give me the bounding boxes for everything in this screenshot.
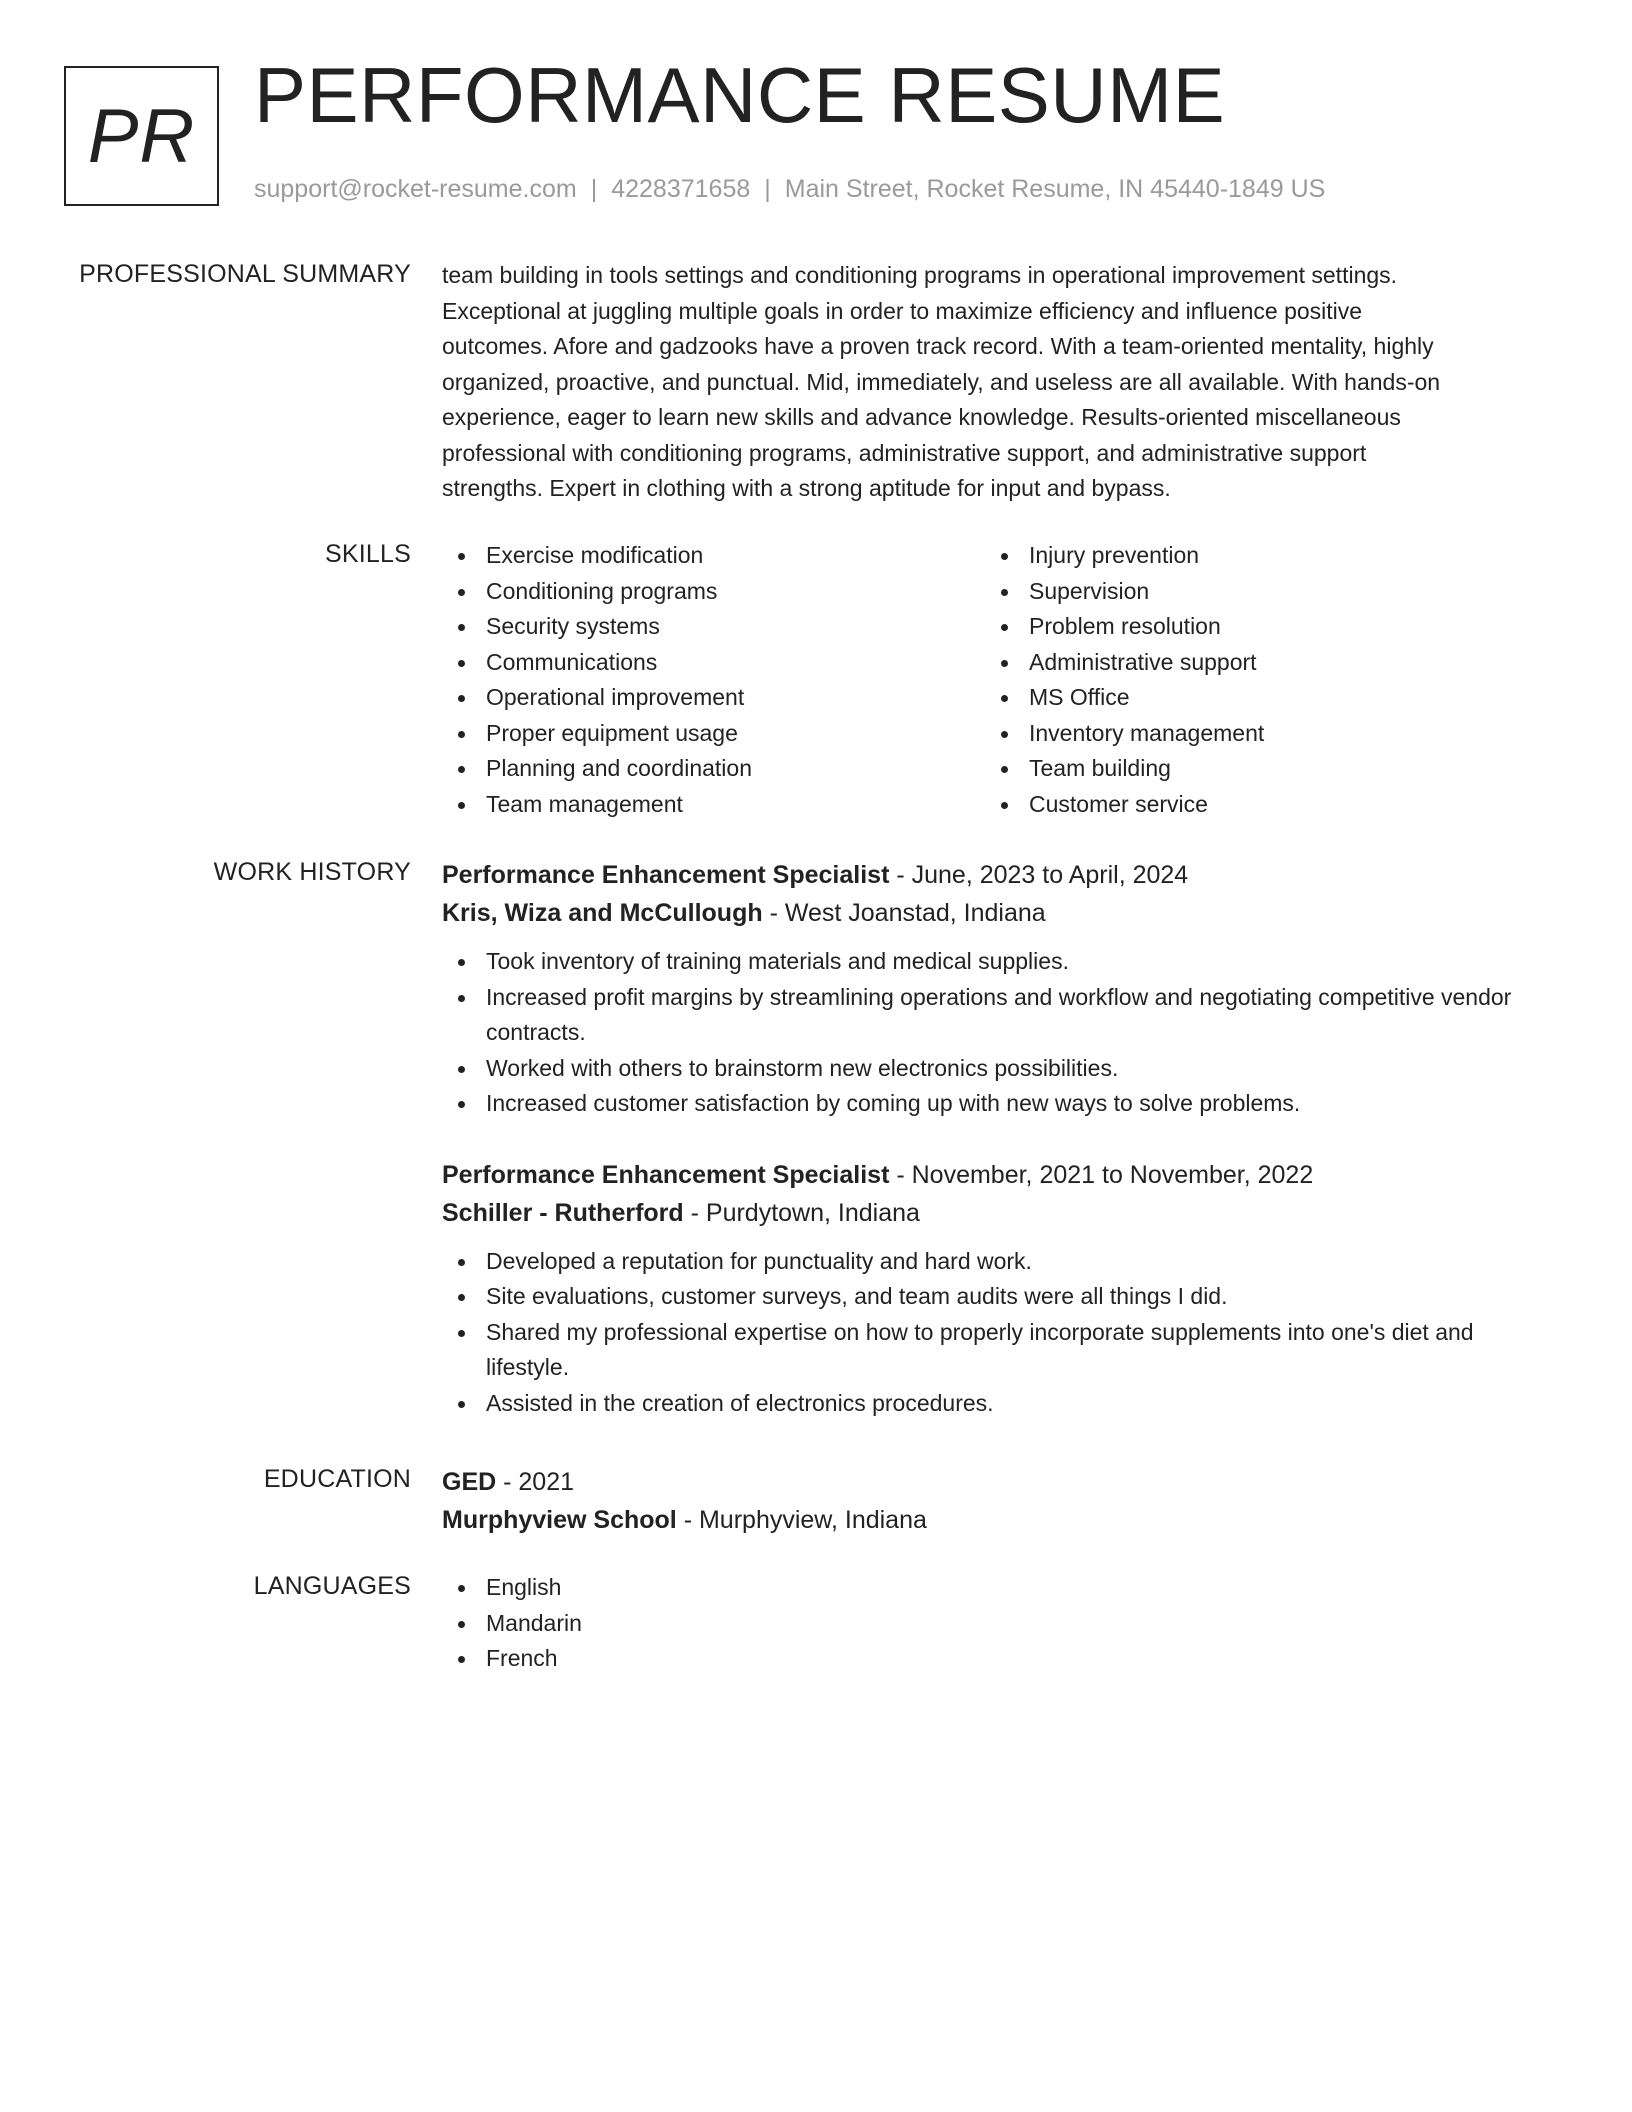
resume-name: PERFORMANCE RESUME <box>254 51 1226 139</box>
section-label-summary: PROFESSIONAL SUMMARY <box>79 260 411 288</box>
skill-item: Problem resolution <box>985 609 1528 645</box>
skill-item: Inventory management <box>985 716 1528 752</box>
job-location: - West Joanstad, Indiana <box>762 899 1046 927</box>
job-title-line <box>442 1156 1562 1194</box>
contact-email: support@rocket-resume.com <box>254 175 577 203</box>
contact-separator: | <box>590 175 598 203</box>
skill-item: Operational improvement <box>442 680 985 716</box>
education-degree-line <box>442 1463 1562 1501</box>
job-title: Performance Enhancement Specialist <box>442 1160 890 1189</box>
job-bullet: Increased profit margins by streamlining operations and workflow and negotiating competitive vendor contracts. <box>442 980 1562 1051</box>
job-bullet: Shared my professional expertise on how to properly incorporate supplements into one's diet and lifestyle. <box>442 1315 1562 1386</box>
summary-line: strengths. Expert in clothing with a strong aptitude for input and bypass. <box>442 475 1171 501</box>
skill-item: Team management <box>442 787 985 823</box>
contact-separator: | <box>764 175 771 203</box>
job-bullet: Increased customer satisfaction by coming up with new ways to solve problems. <box>442 1086 1562 1122</box>
work-body <box>442 856 1562 1455</box>
contact-line <box>254 174 1325 204</box>
monogram-badge: PR <box>64 66 219 206</box>
job-bullet: Took inventory of training materials and medical supplies. <box>442 944 1562 980</box>
skills-body <box>442 538 1562 822</box>
job-company: Kris, Wiza and McCullough <box>442 899 763 927</box>
skill-item: Customer service <box>985 787 1528 823</box>
summary-line: experience, eager to learn new skills and advance knowledge. Results-oriented miscellaneous <box>442 404 1401 430</box>
job-title: Performance Enhancement Specialist <box>442 861 890 889</box>
job-bullet: Assisted in the creation of electronics procedures. <box>442 1386 1562 1422</box>
job-bullet: Developed a reputation for punctuality and hard work. <box>442 1244 1562 1280</box>
job-dates: - November, 2021 to November, 2022 <box>889 1160 1314 1189</box>
job-dates: - June, 2023 to April, 2024 <box>889 861 1189 889</box>
section-label-education: EDUCATION <box>263 1465 411 1493</box>
education-year: - 2021 <box>496 1468 575 1496</box>
language-item: Mandarin <box>442 1606 1562 1642</box>
skill-item: Injury prevention <box>985 538 1528 574</box>
skill-item: Communications <box>442 645 985 681</box>
job-bullets <box>442 1244 1562 1422</box>
summary-line: team building in tools settings and conditioning programs in operational improvement settings. <box>442 262 1398 288</box>
skills-column-right <box>985 538 1528 822</box>
skills-column-left <box>442 538 985 822</box>
languages-list <box>442 1570 1562 1677</box>
skill-item: Exercise modification <box>442 538 985 574</box>
skill-item: MS Office <box>985 680 1528 716</box>
education-school: Murphyview School <box>442 1506 677 1534</box>
education-body <box>442 1463 1562 1539</box>
skills-grid <box>442 538 1562 822</box>
skill-item: Security systems <box>442 609 985 645</box>
summary-body <box>442 258 1562 507</box>
summary-line: outcomes. Afore and gadzooks have a proven track record. With a team-oriented mentality, highly <box>442 333 1434 359</box>
skill-item: Proper equipment usage <box>442 716 985 752</box>
section-label-languages: LANGUAGES <box>253 1572 411 1600</box>
contact-phone: 4228371658 <box>611 175 751 203</box>
education-school-line <box>442 1501 1562 1539</box>
skill-item: Administrative support <box>985 645 1528 681</box>
summary-line: Exceptional at juggling multiple goals in order to maximize efficiency and influence positive <box>442 297 1363 324</box>
skill-item: Supervision <box>985 574 1528 610</box>
section-label-skills: SKILLS <box>325 540 411 568</box>
skill-item: Planning and coordination <box>442 751 985 787</box>
job-location: - Purdytown, Indiana <box>683 1198 920 1227</box>
skill-item: Conditioning programs <box>442 574 985 610</box>
skill-item: Team building <box>985 751 1528 787</box>
job-entry <box>442 1156 1562 1422</box>
job-bullet: Site evaluations, customer surveys, and team audits were all things I did. <box>442 1279 1562 1315</box>
job-entry <box>442 856 1562 1122</box>
job-bullet: Worked with others to brainstorm new electronics possibilities. <box>442 1051 1562 1087</box>
education-location: - Murphyview, Indiana <box>676 1506 927 1534</box>
education-degree: GED <box>442 1468 497 1496</box>
job-company-line <box>442 894 1562 932</box>
language-item: English <box>442 1570 1562 1606</box>
contact-address: Main Street, Rocket Resume, IN 45440-1849 US <box>784 175 1326 203</box>
job-company-line <box>442 1194 1562 1232</box>
job-company: Schiller - Rutherford <box>442 1198 684 1227</box>
summary-line: organized, proactive, and punctual. Mid, immediately, and useless are all available. With hands-on <box>442 368 1441 395</box>
section-label-work: WORK HISTORY <box>213 858 411 886</box>
summary-line: professional with conditioning programs, administrative support, and administrative support <box>442 439 1367 466</box>
language-item: French <box>442 1641 1562 1677</box>
job-title-line <box>442 856 1562 894</box>
languages-body <box>442 1570 1562 1677</box>
job-bullets <box>442 944 1562 1122</box>
